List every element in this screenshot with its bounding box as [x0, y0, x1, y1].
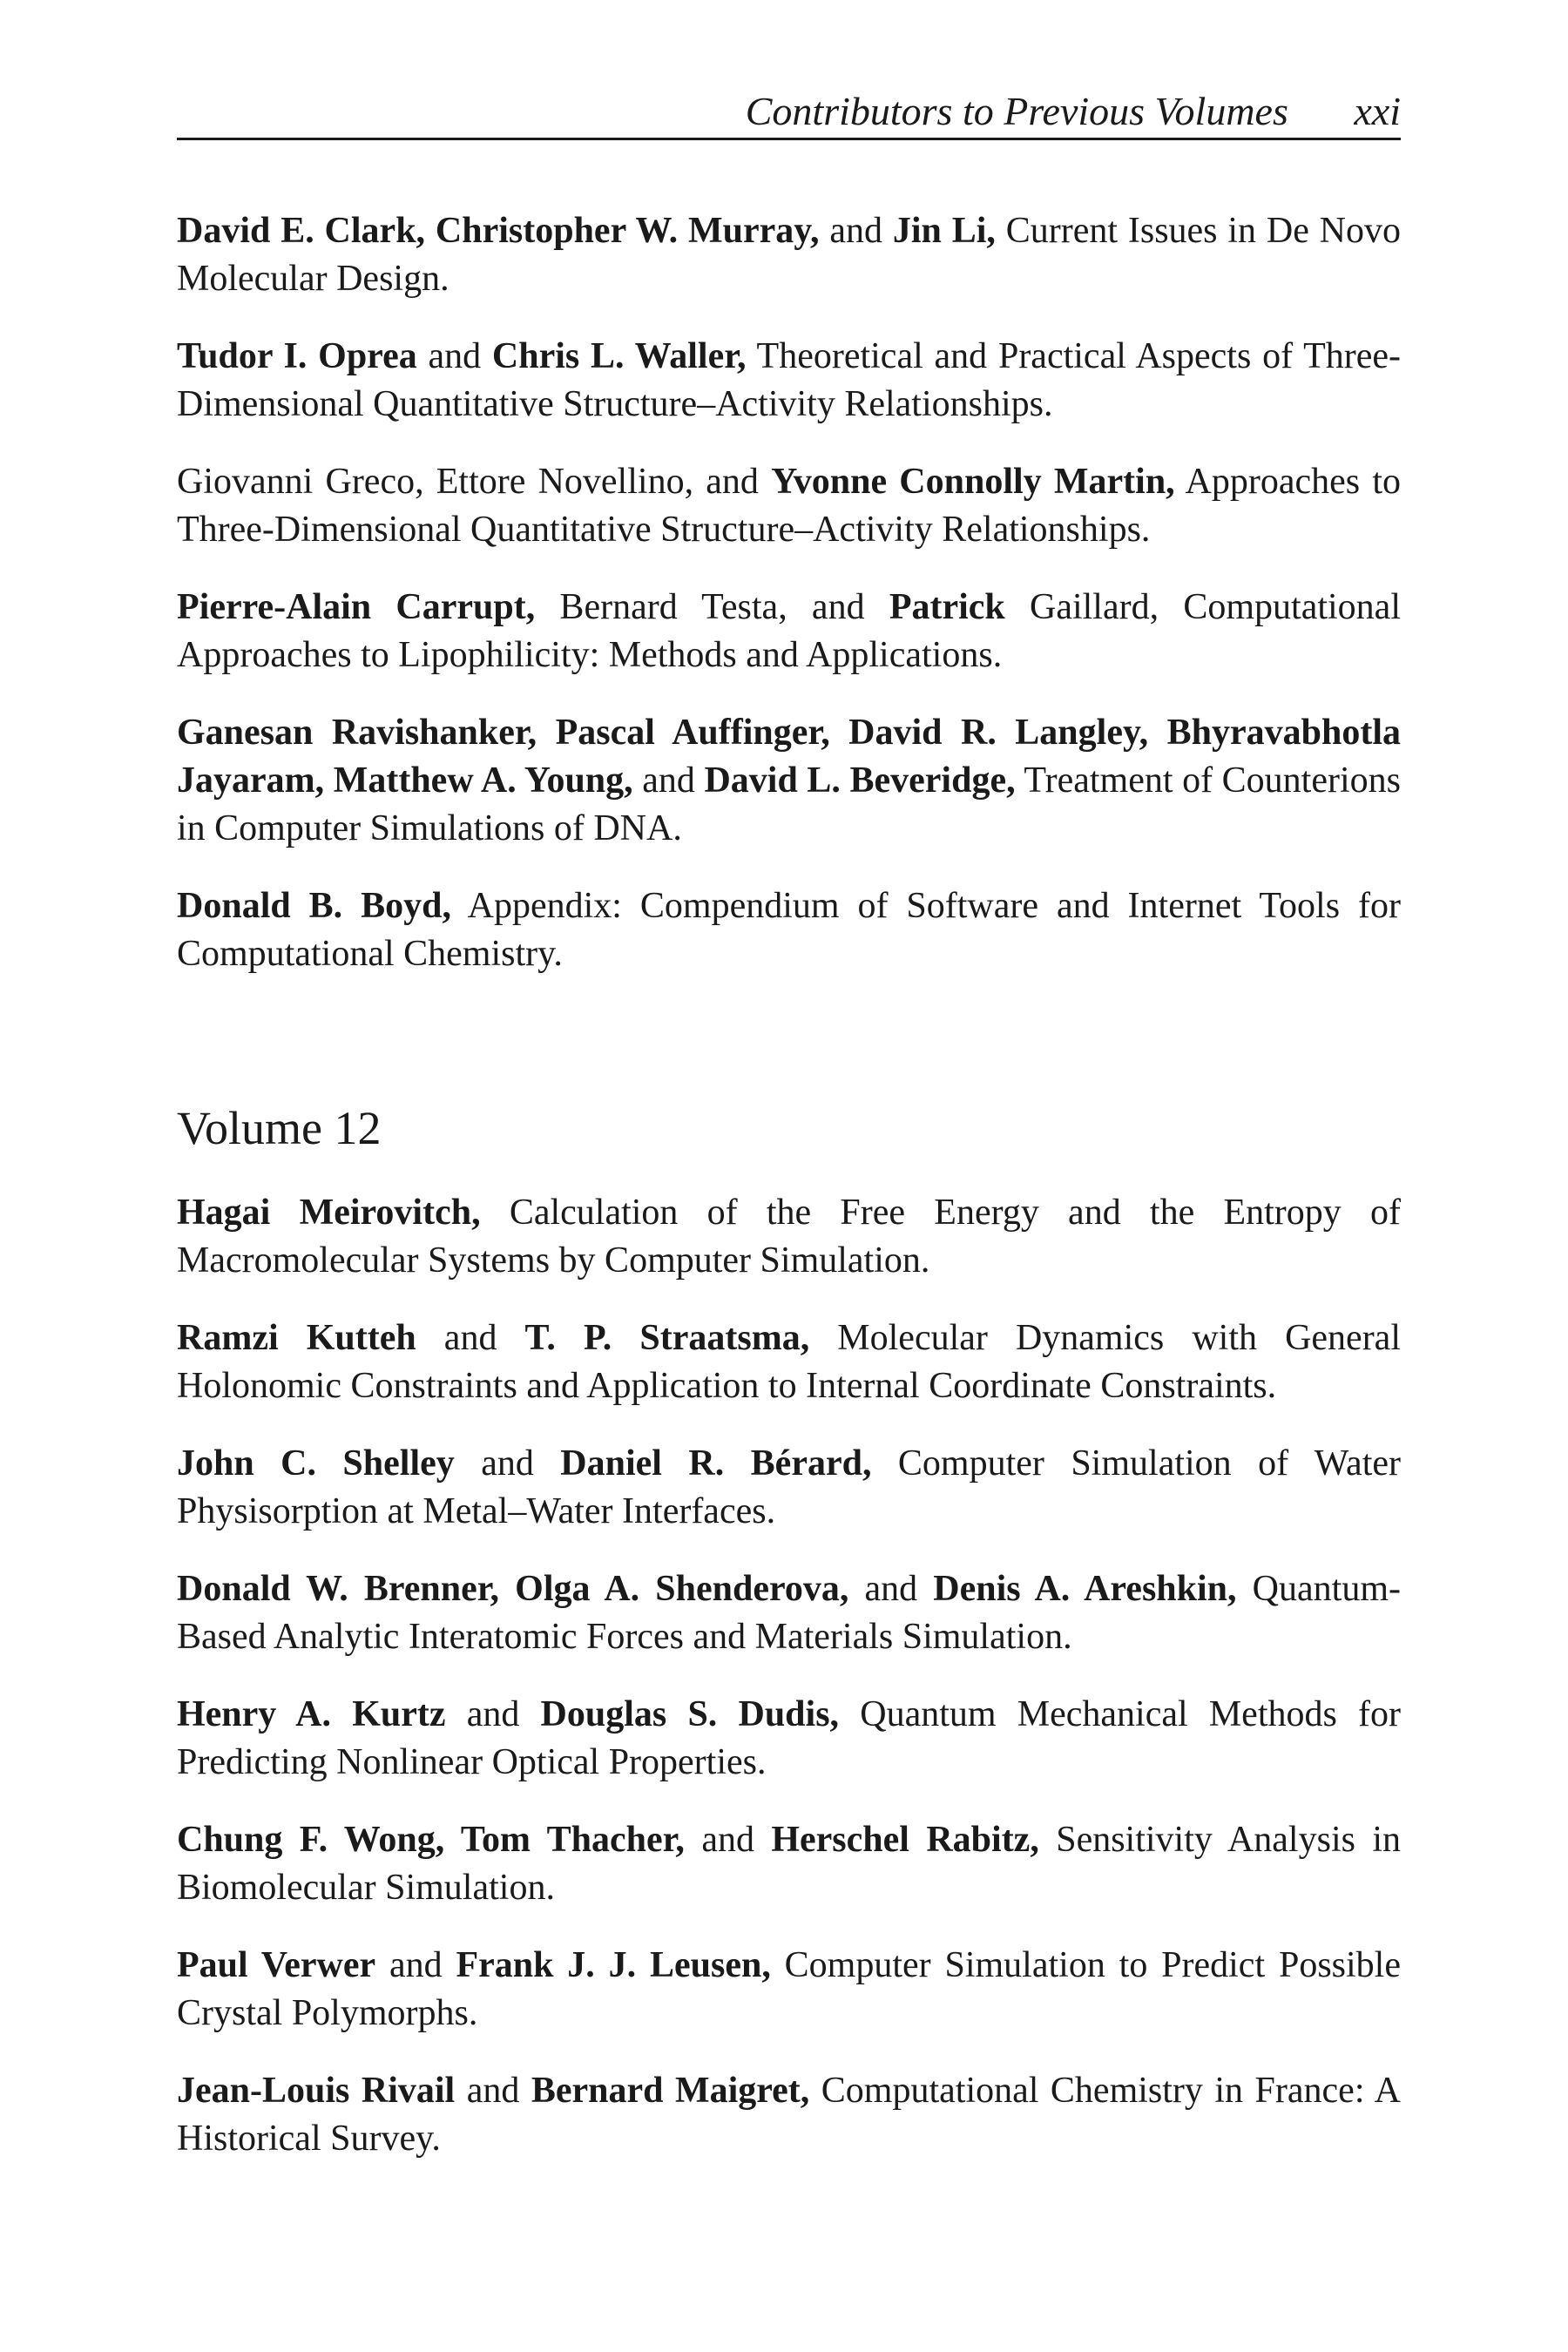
author-names: Daniel R. Bérard,	[560, 1443, 872, 1484]
entry-text: Gaillard,	[1004, 587, 1159, 627]
entry-text: and	[445, 1694, 541, 1734]
contributor-entry	[177, 2067, 1401, 2163]
author-names: Denis A. Areshkin,	[933, 1569, 1237, 1609]
author-names: T. P. Straatsma,	[524, 1318, 810, 1358]
contributor-entry	[177, 458, 1401, 554]
author-names: Donald W. Brenner, Olga A. Shenderova,	[177, 1569, 849, 1609]
entry-text: Calculation of the Free Energy and the Entropy of Macromolecular Systems by Computer Simulation.	[177, 1193, 1402, 1281]
contributor-entry	[177, 584, 1401, 679]
author-names: Chris L. Waller,	[491, 336, 747, 376]
author-names: Yvonne Connolly Martin,	[771, 462, 1175, 502]
entry-text: and	[693, 462, 772, 502]
author-names: Bernard Maigret,	[531, 2071, 810, 2111]
contributor-entry	[177, 333, 1401, 429]
author-names: Douglas S. Dudis,	[540, 1694, 840, 1734]
entry-text: and	[819, 211, 893, 251]
entry-text: Sensitivity Analysis in Biomolecular Simulation.	[177, 1820, 1402, 1908]
contributor-entry	[177, 1440, 1401, 1536]
contributor-entry	[177, 882, 1401, 978]
contributor-entry	[177, 207, 1401, 303]
entry-text: and	[848, 1569, 934, 1609]
page-number: xxi	[1354, 89, 1401, 133]
author-names: Frank J. J. Leusen,	[456, 1945, 771, 1985]
entry-text: Current Issues in De Novo Molecular Design.	[177, 211, 1402, 299]
author-names: David L. Beveridge,	[704, 760, 1016, 801]
entry-text: Theoretical and Practical Aspects of Three-Dimensional Quantitative Structure–Activity Relationships.	[177, 336, 1401, 424]
entry-text: Quantum Mechanical Methods for Predicting Nonlinear Optical Properties.	[177, 1694, 1401, 1782]
contributor-entry	[177, 709, 1401, 853]
entry-text: Computer Simulation of Water Physisorption at Metal–Water Interfaces.	[177, 1443, 1401, 1531]
author-names: Henry A. Kurtz	[177, 1694, 446, 1734]
contributor-entry	[177, 1816, 1401, 1912]
author-names: Hagai Meirovitch,	[177, 1193, 481, 1233]
author-names: Ganesan Ravishanker, Pascal Auffinger, David R. Langley, Bhyravabhotla Jayaram, Matthew A. Young,	[177, 713, 1401, 801]
entry-text: and	[455, 2071, 531, 2111]
running-head	[177, 85, 1401, 140]
author-names: Ramzi Kutteh	[177, 1318, 416, 1358]
entry-text: Appendix: Compendium of Software and Internet Tools for Computational Chemistry.	[177, 886, 1401, 974]
contributor-entry	[177, 1565, 1401, 1661]
contributor-entry	[177, 1691, 1401, 1787]
author-names: Donald B. Boyd,	[177, 886, 451, 926]
entry-text: and	[632, 760, 705, 801]
author-names: Paul Verwer	[177, 1945, 376, 1985]
contributor-entry	[177, 1315, 1401, 1410]
author-names: David E. Clark, Christopher W. Murray,	[177, 211, 820, 251]
entry-text: and	[454, 1443, 561, 1484]
volume-11-entries	[177, 207, 1401, 978]
entry-text: Giovanni Greco, Ettore Novellino,	[177, 462, 694, 502]
entry-text: Computer Simulation to Predict Possible Crystal Polymorphs.	[177, 1945, 1401, 2033]
volume-heading: Volume 12	[177, 1102, 382, 1154]
author-names: Tudor I. Oprea	[177, 336, 417, 376]
entry-text: Approaches to Three-Dimensional Quantitative Structure–Activity Relationships.	[177, 462, 1401, 550]
book-page	[177, 0, 1401, 2352]
entry-text: Treatment of Counterions in Computer Simulations of DNA.	[177, 760, 1401, 848]
author-names: John C. Shelley	[177, 1443, 455, 1484]
author-names: Pierre-Alain Carrupt,	[177, 587, 536, 627]
author-names: Jean-Louis Rivail	[177, 2071, 456, 2111]
entry-text: and	[787, 587, 889, 627]
entry-text: and	[416, 1318, 525, 1358]
contributor-entry	[177, 1189, 1401, 1285]
entry-text: and	[416, 336, 492, 376]
author-names: Herschel Rabitz,	[771, 1820, 1039, 1860]
author-names: Patrick	[889, 587, 1005, 627]
entry-text: and	[375, 1945, 456, 1985]
entry-text: Quantum-Based Analytic Interatomic Forces and Materials Simulation.	[177, 1569, 1401, 1657]
entry-text: and	[684, 1820, 772, 1860]
author-names: Chung F. Wong, Tom Thacher,	[177, 1820, 685, 1860]
contributor-entry	[177, 1942, 1401, 2038]
entry-text: Computational Chemistry in France: A Historical Survey.	[177, 2071, 1401, 2159]
entry-text: Computational Approaches to Lipophilicity: Methods and Applications.	[177, 587, 1401, 675]
running-head-title: Contributors to Previous Volumes	[745, 89, 1288, 133]
author-names: Jin Li,	[892, 211, 996, 251]
contributor-list	[177, 207, 1401, 2193]
entry-text: Bernard Testa,	[535, 587, 787, 627]
volume-12-entries	[177, 1189, 1401, 2163]
entry-text: Molecular Dynamics with General Holonomic Constraints and Application to Internal Coordinate Constraints.	[177, 1318, 1401, 1406]
